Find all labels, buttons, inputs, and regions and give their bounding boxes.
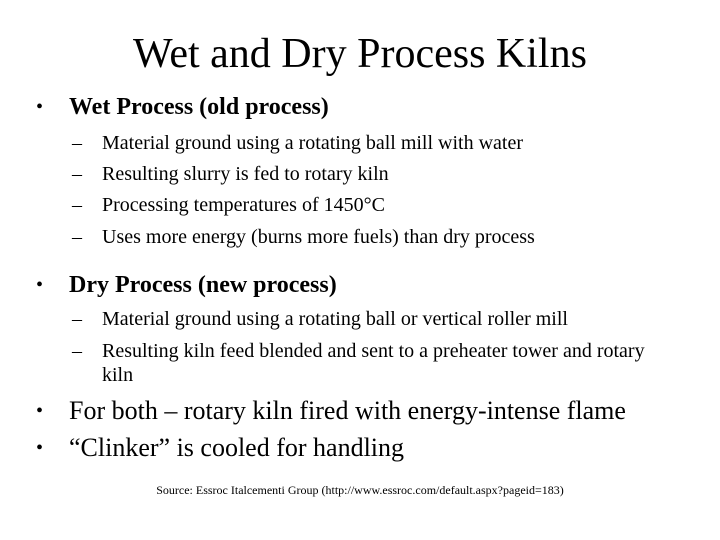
bullet-mark: • xyxy=(36,274,44,296)
bullet-mark: • xyxy=(36,437,44,459)
sub-bullet-text: Uses more energy (burns more fuels) than dry process xyxy=(102,226,535,248)
bullet-wet-process-text: Wet Process (old process) xyxy=(69,94,329,120)
source-citation: Source: Essroc Italcementi Group (http://www.essroc.com/default.aspx?pageid=183) xyxy=(156,483,564,497)
sub-bullet-text: Material ground using a rotating ball mill with water xyxy=(102,132,524,154)
bullet-dry-process-text: Dry Process (new process) xyxy=(69,272,337,298)
slide-title: Wet and Dry Process Kilns xyxy=(133,31,587,77)
bullet-mark: • xyxy=(36,96,44,118)
dash-mark: – xyxy=(72,132,82,154)
dash-mark: – xyxy=(72,308,82,330)
dash-mark: – xyxy=(72,194,82,216)
bullet-mark: • xyxy=(36,400,44,422)
sub-bullet-text: Resulting slurry is fed to rotary kiln xyxy=(102,163,389,185)
dash-mark: – xyxy=(72,163,82,185)
dash-mark: – xyxy=(72,340,82,362)
sub-bullet-text: Processing temperatures of 1450°C xyxy=(102,194,385,216)
bullet-clinker-text: “Clinker” is cooled for handling xyxy=(69,433,405,462)
bullet-both-text: For both – rotary kiln fired with energy-intense flame xyxy=(69,396,626,425)
sub-bullet-text: Material ground using a rotating ball or vertical roller mill xyxy=(102,308,568,330)
dash-mark: – xyxy=(72,226,82,248)
sub-bullet-text: Resulting kiln feed blended and sent to a preheater tower and rotary kiln xyxy=(102,340,645,386)
